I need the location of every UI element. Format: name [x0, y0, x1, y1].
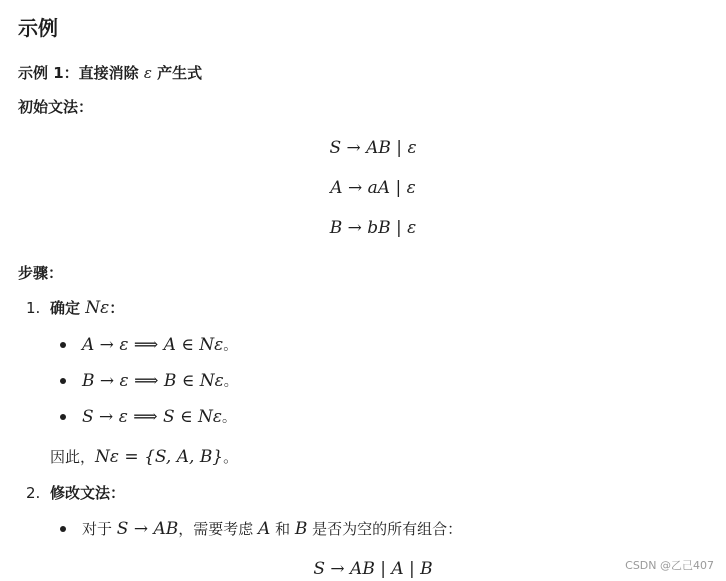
- step2-item-mid2: 和: [270, 520, 295, 538]
- grammar-rule-b: B → bB | ε: [329, 218, 417, 238]
- step1-item-b: [82, 369, 238, 394]
- example1-title-eps: ε: [143, 64, 152, 82]
- step1-title-prefix: 确定: [50, 299, 86, 317]
- final-equation: S → AB | A | B: [313, 559, 433, 579]
- step1-item-a: [82, 333, 237, 358]
- example1-title-prefix: 示例 1：直接消除: [18, 64, 144, 82]
- step1-item-b-punct: 。: [223, 374, 238, 390]
- step1-item-s-punct: 。: [222, 410, 237, 426]
- therefore-prefix: 因此，: [50, 448, 96, 466]
- bullet-dot: [60, 414, 66, 420]
- step1-item-a-math: A → ε ⟹ A ∈ Nε: [82, 335, 224, 355]
- grammar-rule-a: A → aA | ε: [330, 178, 416, 198]
- bullet-dot: [60, 526, 66, 532]
- step2-item-mid1: ，需要考虑: [178, 520, 259, 538]
- therefore-suffix: 。: [223, 448, 239, 466]
- step2-item-suffix: 是否为空的所有组合：: [307, 520, 463, 538]
- watermark: CSDN @乙己407: [625, 559, 714, 572]
- step1-item-b-math: B → ε ⟹ B ∈ Nε: [82, 371, 224, 391]
- step1-title: [50, 297, 124, 319]
- step2-number: 2.: [26, 484, 41, 502]
- step2-item-m2: A: [258, 519, 271, 539]
- bullet-dot: [60, 342, 66, 348]
- example1-title-suffix: 产生式: [151, 64, 203, 82]
- steps-label: 步骤：: [18, 264, 64, 282]
- section-heading: 示例: [18, 16, 58, 40]
- example1-title: [18, 62, 202, 84]
- step2-item-prefix: 对于: [82, 520, 117, 538]
- step1-item-s: [82, 405, 236, 430]
- step2-item: [82, 517, 462, 541]
- initial-grammar-label: 初始文法：: [18, 98, 94, 116]
- step2-item-m3: B: [294, 519, 308, 539]
- step2-title: 修改文法：: [50, 484, 126, 502]
- grammar-rule-s: S → AB | ε: [329, 138, 417, 158]
- bullet-dot: [60, 378, 66, 384]
- therefore-line: [50, 446, 238, 468]
- step1-number: 1.: [26, 299, 41, 317]
- step1-title-math: Nε: [85, 298, 110, 318]
- step1-item-s-math: S → ε ⟹ S ∈ Nε: [82, 407, 223, 427]
- therefore-math: Nε = {S, A, B}: [95, 447, 224, 467]
- step2-item-m1: S → AB: [116, 519, 179, 539]
- step1-title-suffix: ：: [109, 299, 125, 317]
- step1-item-a-punct: 。: [223, 338, 238, 354]
